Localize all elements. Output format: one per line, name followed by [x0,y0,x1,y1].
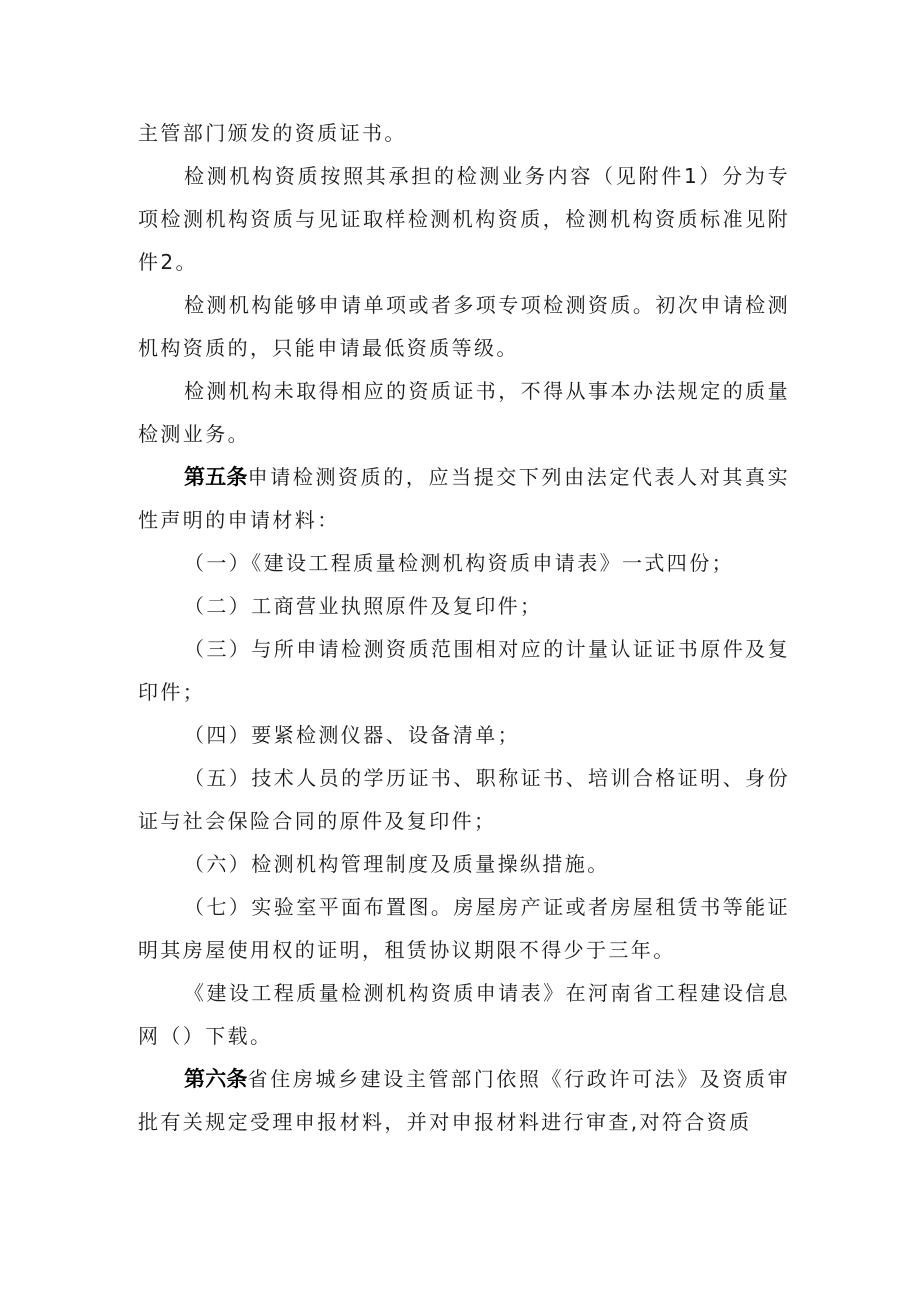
list-item-3: （三）与所申请检测资质范围相对应的计量认证证书原件及复印件； [138,637,790,704]
list-item-2: （二）工商营业执照原件及复印件； [184,594,543,618]
list-item-5: （五）技术人员的学历证书、职称证书、培训合格证明、身份证与社会保险合同的原件及复印件； [138,766,790,833]
article-6 [138,1058,790,1144]
list-item-1: （一）《建设工程质量检测机构资质申请表》一式四份； [184,551,734,575]
paragraph-no-certificate: 检测机构未取得相应的资质证书，不得从事本办法规定的质量检测业务。 [138,379,790,446]
list-item-7: （七）实验室平面布置图。房屋房产证或者房屋租赁书等能证明其房屋使用权的证明，租赁协议期限不得少于三年。 [138,895,790,962]
article-5-heading: 第五条 [184,465,248,489]
paragraph-continuation: 主管部门颁发的资质证书。 [138,121,407,145]
article-6-text: 省住房城乡建设主管部门依照《行政许可法》及资质审批有关规定受理申报材料，并对申报材料进行审查,对符合资质 [138,1067,790,1134]
paragraph-apply-single-multiple: 检测机构能够申请单项或者多项专项检测资质。初次申请检测机构资质的，只能申请最低资质等级。 [138,293,790,360]
article-5 [138,456,790,542]
article-5-text: 申请检测资质的，应当提交下列由法定代表人对其真实性声明的申请材料： [138,465,790,532]
document-page [138,112,790,1144]
article-6-heading: 第六条 [184,1067,248,1091]
list-item-4: （四）要紧检测仪器、设备清单； [184,723,520,747]
list-item-6: （六）检测机构管理制度及质量操纵措施。 [184,852,610,876]
paragraph-qualification-types: 检测机构资质按照其承担的检测业务内容（见附件1）分为专项检测机构资质与见证取样检测机构资质，检测机构资质标准见附件2。 [138,164,790,274]
paragraph-download-form: 《建设工程质量检测机构资质申请表》在河南省工程建设信息网（）下载。 [138,981,790,1048]
